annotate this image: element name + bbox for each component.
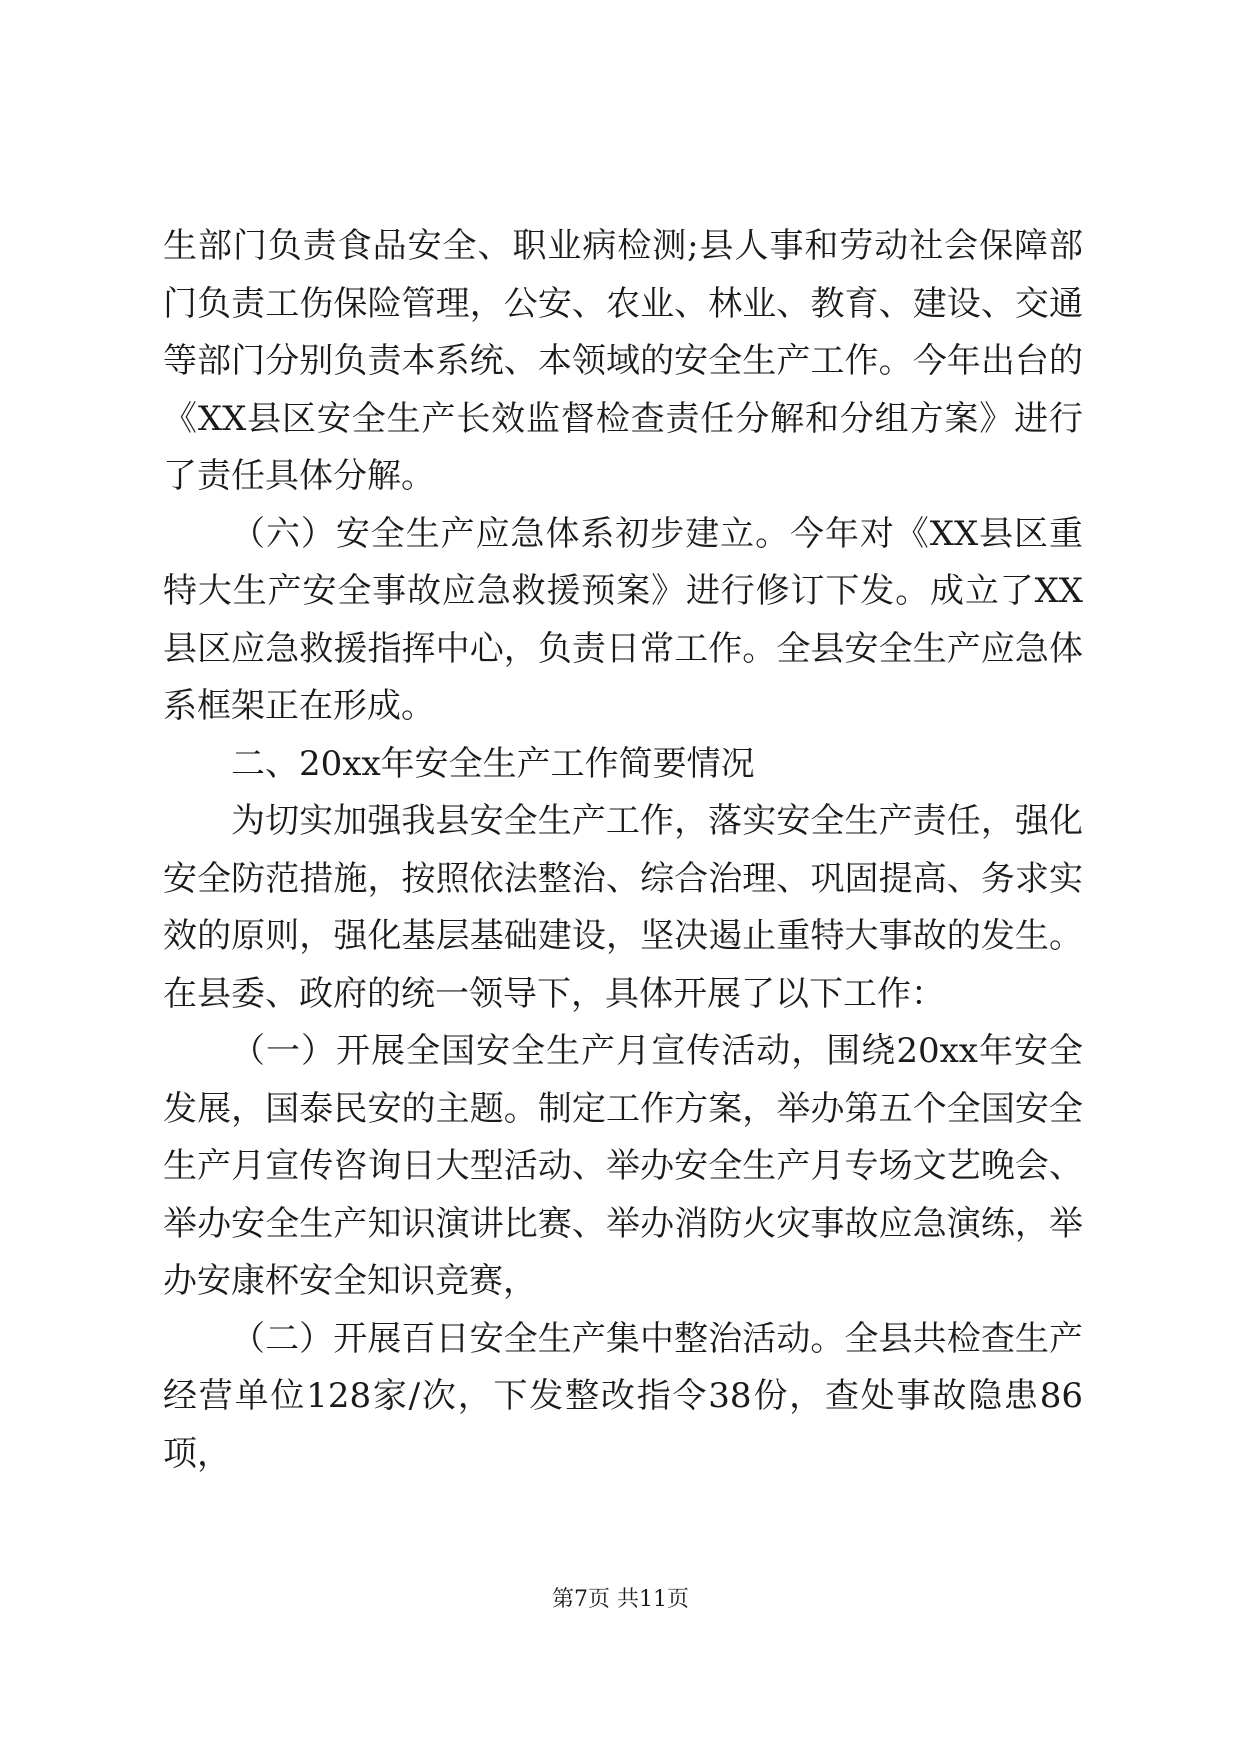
paragraph-continuation: 生部门负责食品安全、职业病检测;县人事和劳动社会保障部门负责工伤保险管理，公安、农业、林业、教育、建设、交通等部门分别负责本系统、本领域的安全生产工作。今年出台的《XX县区安全生产长效监督检查责任分解和分组方案》进行了责任具体分解。: [163, 226, 1083, 496]
paragraph-intro: 为切实加强我县安全生产工作，落实安全生产责任，强化安全防范措施，按照依法整治、综合治理、巩固提高、务求实效的原则，强化基层基础建设，坚决遏止重特大事故的发生。在县委、政府的统一领导下，具体开展了以下工作：: [163, 801, 1083, 1014]
paragraph-safety-month: （一）开展全国安全生产月宣传活动，围绕20xx年安全发展，国泰民安的主题。制定工作方案，举办第五个全国安全生产月宣传咨询日大型活动、举办安全生产月专场文艺晚会、举办安全生产知识演讲比赛、举办消防火灾事故应急演练，举办安康杯安全知识竞赛，: [163, 1031, 1083, 1301]
section-heading: 二、20xx年安全生产工作简要情况: [231, 743, 755, 784]
paragraph-hundred-days: （二）开展百日安全生产集中整治活动。全县共检查生产经营单位128家/次，下发整改指令38份，查处事故隐患86项，: [163, 1318, 1083, 1474]
page-footer: 第7页 共11页: [552, 1587, 689, 1612]
paragraph-emergency-system: （六）安全生产应急体系初步建立。今年对《XX县区重特大生产安全事故应急救援预案》进行修订下发。成立了XX县区应急救援指挥中心，负责日常工作。全县安全生产应急体系框架正在形成。: [163, 513, 1083, 726]
document-body: [163, 218, 1083, 1483]
